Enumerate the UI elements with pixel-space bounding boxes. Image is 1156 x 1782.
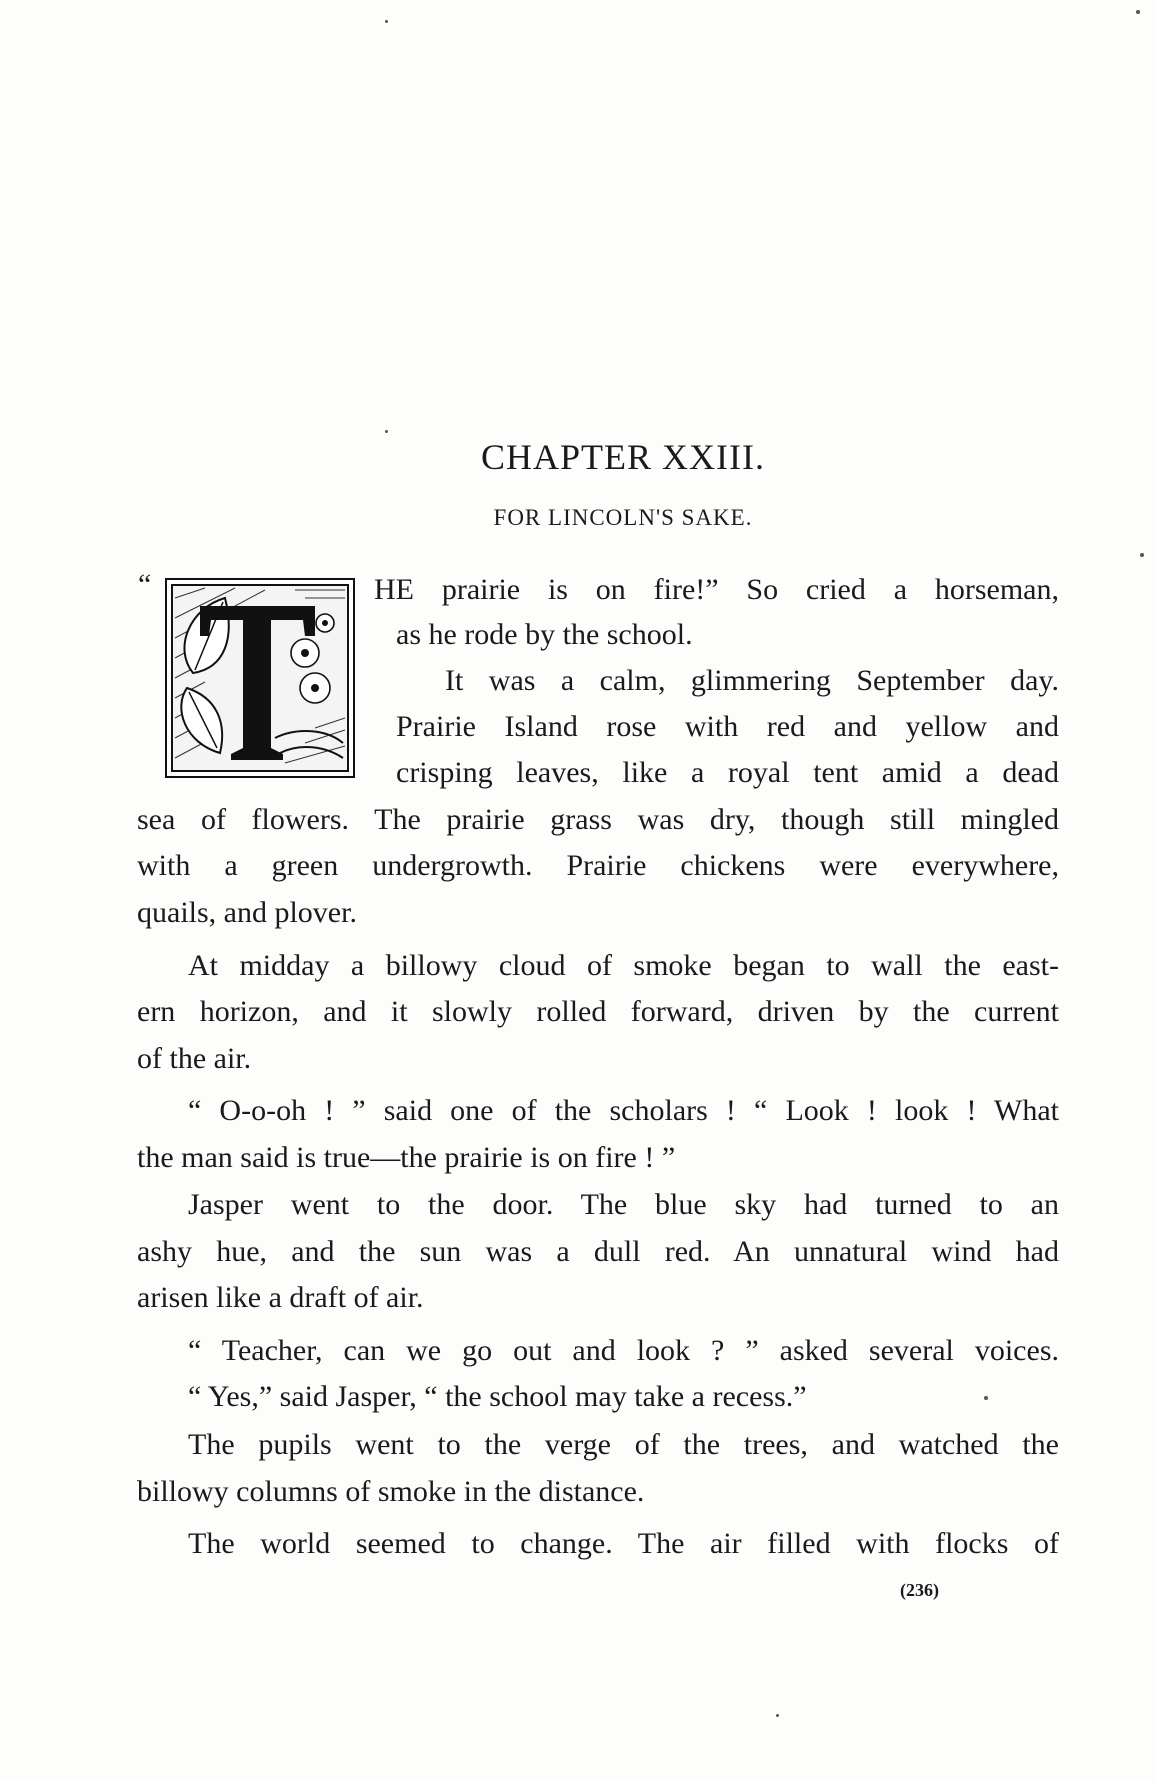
scan-speck [1136,10,1140,14]
text-line: The pupils went to the verge of the trees, and watched the [188,1428,1059,1461]
text-line: arisen like a draft of air. [137,1281,424,1314]
text-line: sea of flowers. The prairie grass was dry, though still mingled [137,803,1059,836]
text-line: HE prairie is on fire!” So cried a horseman, [374,573,1059,606]
text-line: crisping leaves, like a royal tent amid a dead [396,756,1059,789]
text-line: quails, and plover. [137,896,357,929]
text-line: ashy hue, and the sun was a dull red. An unnatural wind had [137,1235,1059,1268]
text-line: ern horizon, and it slowly rolled forward, driven by the current [137,995,1059,1028]
scan-speck [1140,553,1144,557]
text-line: The world seemed to change. The air filled with flocks of [188,1527,1059,1560]
chapter-subtitle: FOR LINCOLN'S SAKE. [493,505,753,530]
text-line: “ Yes,” said Jasper, “ the school may take a recess.” [188,1380,807,1413]
opening-quote-mark: “ [138,568,152,601]
scan-speck [776,1714,779,1717]
ornamental-drop-cap [165,578,355,778]
text-line: At midday a billowy cloud of smoke began to wall the east- [188,949,1059,982]
text-line: the man said is true—the prairie is on fire ! ” [137,1141,676,1174]
text-line: Prairie Island rose with red and yellow and [396,710,1059,743]
scan-speck [385,20,388,23]
page-number: (236) [900,1580,939,1600]
text-line: with a green undergrowth. Prairie chickens were everywhere, [137,849,1059,882]
scan-speck [385,430,388,433]
text-line: billowy columns of smoke in the distance. [137,1475,645,1508]
text-line: “ Teacher, can we go out and look ? ” asked several voices. [188,1334,1059,1367]
chapter-heading: CHAPTER XXIII. [481,437,765,477]
scan-speck [984,1396,988,1400]
text-line: as he rode by the school. [396,618,693,651]
text-line: Jasper went to the door. The blue sky had turned to an [188,1188,1059,1221]
text-line: of the air. [137,1042,252,1075]
text-line: It was a calm, glimmering September day. [445,664,1059,697]
text-line: “ O-o-oh ! ” said one of the scholars ! “ Look ! look ! What [188,1094,1059,1127]
